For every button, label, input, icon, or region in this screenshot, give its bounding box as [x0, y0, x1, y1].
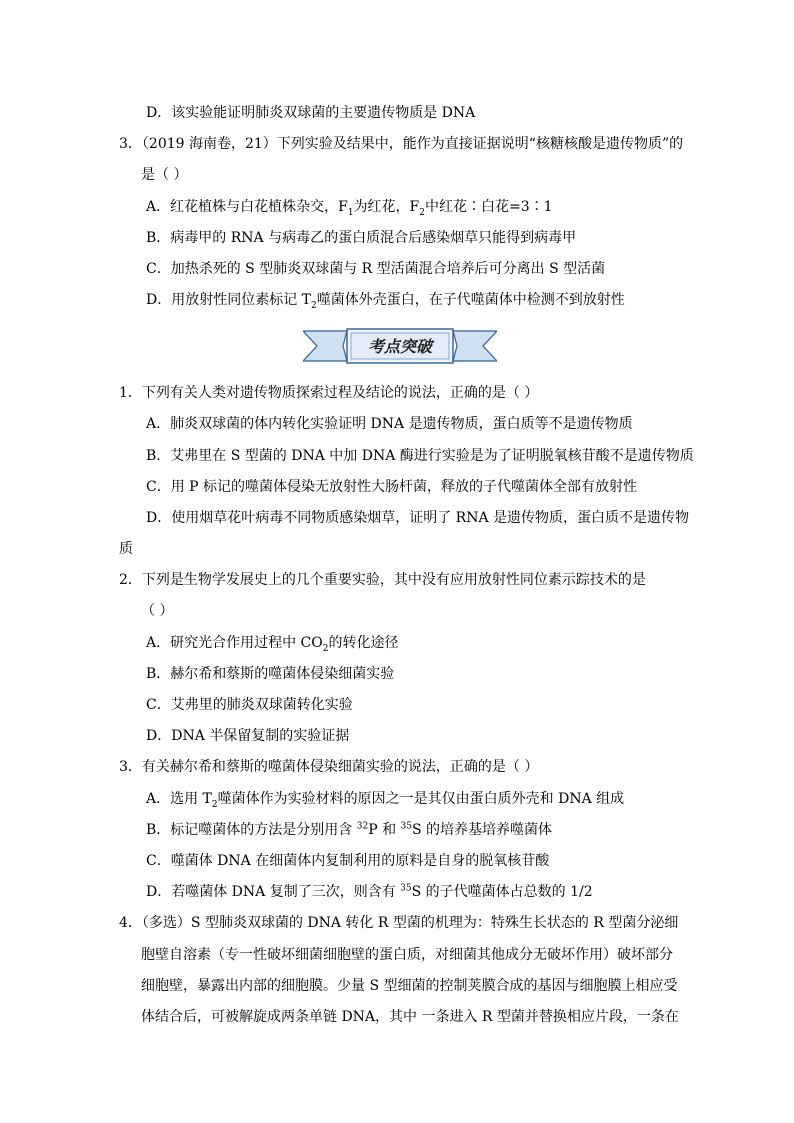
q3-top-stem-line1: 3．（2019 海南卷，21）下列实验及结果中，能作为直接证据说明“核糖核酸是遗传物质”的	[119, 136, 684, 152]
text-run: S 的子代噬菌体占总数的 1/2	[411, 884, 593, 900]
q2-option-c: C．艾弗里的肺炎双球菌转化实验	[146, 697, 353, 713]
q4-stem-line3: 细胞壁，暴露出内部的细胞膜。少量 S 型细菌的控制荚膜合成的基因与细胞膜上相应受	[141, 978, 678, 994]
q4-stem-line4: 体结合后，可被解旋成两条单链 DNA，其中 一条进入 R 型菌并替换相应片段，一条在	[141, 1009, 679, 1025]
superscript: 35	[400, 883, 412, 894]
subscript: 2	[211, 799, 218, 810]
q3-option-c: C．噬菌体 DNA 在细菌体内复制利用的原料是自身的脱氧核苷酸	[146, 853, 550, 869]
subscript: 1	[347, 207, 354, 218]
subscript: 2	[322, 643, 329, 654]
superscript: 32	[356, 821, 369, 832]
q1-option-d-line1: D．使用烟草花叶病毒不同物质感染烟草，证明了 RNA 是遗传物质，蛋白质不是遗传物	[146, 510, 690, 526]
q1-stem: 1．下列有关人类对遗传物质探索过程及结论的说法，正确的是（ ）	[119, 385, 539, 401]
section-banner-label: 考点突破	[367, 337, 433, 356]
subscript: 2	[419, 207, 426, 218]
q4-stem-line2: 胞壁自溶素（专一性破坏细菌细胞壁的蛋白质，对细菌其他成分无破坏作用）破坏部分	[141, 947, 673, 963]
q3-top-option-b: B．病毒甲的 RNA 与病毒乙的蛋白质混合后感染烟草只能得到病毒甲	[146, 230, 577, 246]
q3-top-option-c: C．加热杀死的 S 型肺炎双球菌与 R 型活菌混合培养后可分离出 S 型活菌	[146, 261, 606, 277]
text-run: 噬菌体作为实验材料的原因之一是其仅由蛋白质外壳和 DNA 组成	[217, 791, 625, 807]
q2-option-a	[146, 633, 398, 653]
text-run: A．红花植株与白花植株杂交，F	[146, 199, 348, 215]
text-run: P 和	[368, 822, 401, 838]
q1-option-d-line2: 质	[119, 541, 133, 557]
text-run: 中红花∶白花=3∶1	[425, 199, 553, 215]
q1-option-a: A．肺炎双球菌的体内转化实验证明 DNA 是遗传物质，蛋白质等不是遗传物质	[146, 416, 633, 432]
superscript: 35	[400, 821, 412, 832]
prev-option-d: D．该实验能证明肺炎双球菌的主要遗传物质是 DNA	[146, 105, 476, 121]
q2-stem-line2: （ ）	[141, 603, 174, 619]
q1-option-c: C．用 P 标记的噬菌体侵染无放射性大肠杆菌，释放的子代噬菌体全部有放射性	[146, 479, 638, 495]
q3-option-b	[146, 820, 552, 840]
q2-stem-line1: 2．下列是生物学发展史上的几个重要实验，其中没有应用放射性同位素示踪技术的是	[119, 572, 646, 588]
text-run: 为红花，F	[353, 199, 420, 215]
q3-option-a	[146, 789, 624, 809]
text-run: D．用放射性同位素标记 T	[146, 292, 312, 308]
q3-stem: 3．有关赫尔希和蔡斯的噬菌体侵染细菌实验的说法，正确的是（ ）	[119, 759, 539, 775]
subscript: 2	[311, 300, 317, 311]
q2-option-b: B．赫尔希和蔡斯的噬菌体侵染细菌实验	[146, 666, 395, 682]
text-run: A．选用 T	[146, 791, 212, 807]
q3-top-option-a	[146, 197, 553, 217]
text-run: 的转化途径	[328, 635, 399, 651]
q2-option-d: D．DNA 半保留复制的实验证据	[146, 728, 350, 744]
q1-option-b: B．艾弗里在 S 型菌的 DNA 中加 DNA 酶进行实验是为了证明脱氧核苷酸不是遗传物质	[146, 448, 694, 464]
section-banner	[303, 327, 497, 365]
text-run: 噬菌体外壳蛋白，在子代噬菌体中检测不到放射性	[316, 292, 625, 308]
q4-stem-line1: 4．（多选）S 型肺炎双球菌的 DNA 转化 R 型菌的机理为：特殊生长状态的 R 型菌分泌细	[119, 915, 679, 931]
text-run: S 的培养基培养噬菌体	[411, 822, 553, 838]
text-run: A．研究光合作用过程中 CO	[146, 635, 323, 651]
text-run: D．若噬菌体 DNA 复制了三次，则含有	[146, 884, 401, 900]
q3-top-stem-line2: 是（ ）	[141, 167, 188, 183]
q3-top-option-d	[146, 290, 625, 310]
text-run: B．标记噬菌体的方法是分别用含	[146, 822, 357, 838]
q3-option-d	[146, 882, 593, 902]
